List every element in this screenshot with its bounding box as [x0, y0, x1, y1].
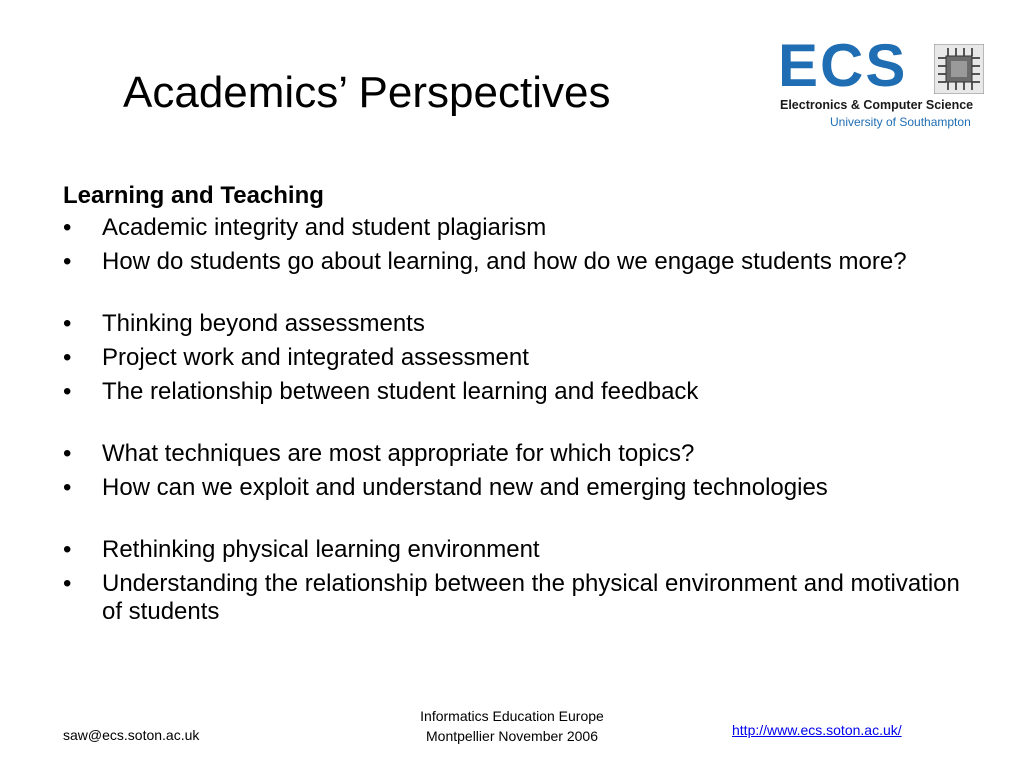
- logo-department-name: Electronics & Computer Science: [780, 98, 974, 112]
- footer-website-link[interactable]: http://www.ecs.soton.ac.uk/: [732, 722, 902, 738]
- chip-icon: [934, 44, 984, 94]
- bullet-text: What techniques are most appropriate for which topics?: [102, 440, 695, 467]
- footer-event-place-date: Montpellier November 2006: [426, 728, 598, 744]
- bullet-marker: •: [63, 440, 72, 467]
- bullet-marker: •: [63, 474, 72, 501]
- bullet-text: Understanding the relationship between the physical environment and motivation of students: [102, 570, 960, 625]
- section-heading: Learning and Teaching: [63, 182, 324, 209]
- footer-event: [380, 706, 644, 746]
- bullet-text: Rethinking physical learning environment: [102, 536, 540, 563]
- bullet-text: How do students go about learning, and how do we engage students more?: [102, 248, 907, 275]
- footer-event-name: Informatics Education Europe: [420, 708, 604, 724]
- bullet-marker: •: [63, 378, 72, 405]
- bullet-text: Project work and integrated assessment: [102, 344, 529, 371]
- bullet-item: [63, 214, 973, 242]
- bullet-marker: •: [63, 344, 72, 371]
- bullet-text: How can we exploit and understand new and emerging technologies: [102, 474, 828, 501]
- bullet-marker: •: [63, 214, 72, 241]
- bullet-item: [63, 344, 973, 372]
- bullet-item: [63, 536, 973, 564]
- slide-body: [63, 182, 973, 632]
- bullet-item: [63, 248, 973, 276]
- bullet-marker: •: [63, 310, 72, 337]
- ecs-logo: [778, 32, 988, 130]
- footer-email: saw@ecs.soton.ac.uk: [63, 727, 200, 743]
- logo-university-name: University of Southampton: [830, 115, 971, 129]
- bullet-item: [63, 310, 973, 338]
- bullet-item: [63, 378, 973, 406]
- logo-letters: ECS: [778, 32, 908, 99]
- bullet-marker: •: [63, 248, 72, 275]
- bullet-text: Thinking beyond assessments: [102, 310, 425, 337]
- bullet-marker: •: [63, 536, 72, 563]
- bullet-item: [63, 474, 973, 502]
- bullet-item: [63, 440, 973, 468]
- slide-title: Academics’ Perspectives: [123, 68, 611, 117]
- bullet-text: The relationship between student learning and feedback: [102, 378, 699, 405]
- bullet-item: [63, 570, 973, 626]
- bullet-text: Academic integrity and student plagiarism: [102, 214, 547, 241]
- bullet-marker: •: [63, 570, 72, 597]
